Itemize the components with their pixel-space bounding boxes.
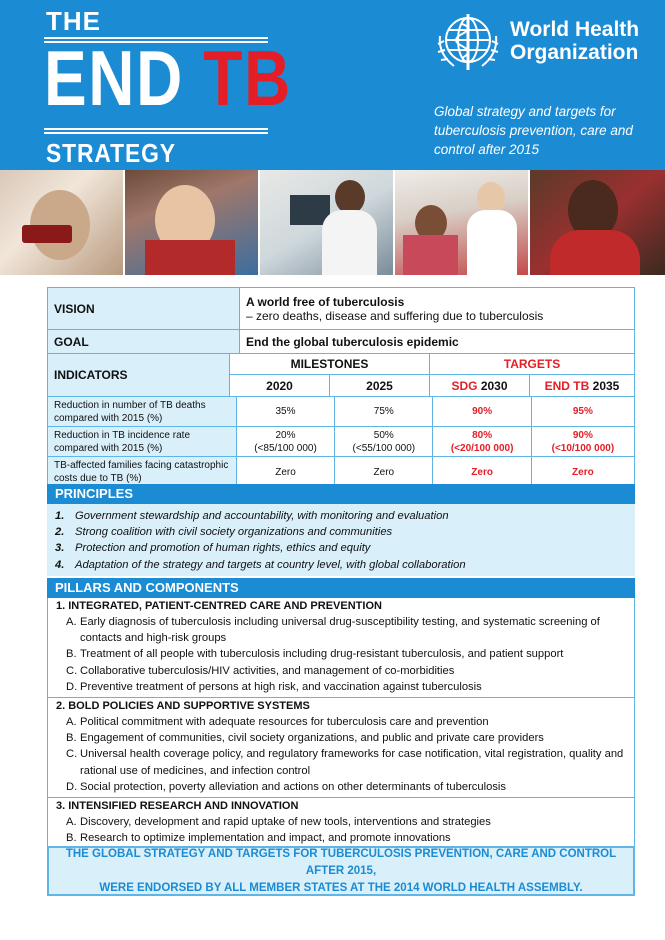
principle-number: 2. [55, 526, 65, 539]
component-text: Engagement of communities, civil society organizations, and public and private care providers [80, 732, 544, 745]
strategy-table [47, 287, 635, 488]
principle-text: Government stewardship and accountability, with monitoring and evaluation [75, 510, 449, 522]
component-item [56, 746, 634, 778]
component-item [56, 779, 634, 795]
value-2030: 90% [433, 397, 531, 426]
photo-lab-worker [260, 170, 395, 275]
component-letter: B. [66, 832, 77, 845]
component-item [56, 714, 634, 730]
value-2025: 75% [335, 397, 433, 426]
photo-figure [335, 180, 365, 214]
pillar-2 [48, 698, 634, 798]
pillar-3 [48, 798, 634, 848]
photo-lab-samples [0, 170, 125, 275]
component-item [56, 663, 634, 679]
pillar-title: 2. BOLD POLICIES AND SUPPORTIVE SYSTEMS [56, 700, 310, 713]
value-rate: (<55/100 000) [352, 442, 416, 454]
principle-item [55, 540, 635, 556]
component-letter: D. [66, 780, 78, 793]
component-letter: B. [66, 732, 77, 745]
principles-header: PRINCIPLES [47, 484, 635, 504]
value-rate: (<85/100 000) [254, 442, 317, 454]
value-pct: 90% [572, 429, 593, 441]
value-2035: Zero [572, 466, 594, 478]
photo-object [145, 240, 235, 275]
component-letter: C. [66, 748, 78, 761]
component-item [56, 830, 634, 846]
vision-text: – zero deaths, disease and suffering due to tuberculosis [246, 308, 544, 323]
principles-list [47, 504, 635, 576]
component-text: Political commitment with adequate resources for tuberculosis care and prevention [80, 716, 489, 729]
pillars-header: PILLARS AND COMPONENTS [47, 578, 635, 598]
component-text: Discovery, development and rapid uptake of new tools, interventions and strategies [80, 816, 491, 829]
component-text: Treatment of all people with tuberculosis including drug-resistant tuberculosis, and patient support [80, 648, 564, 661]
component-letter: A. [66, 716, 77, 729]
component-item [56, 646, 634, 662]
header-groups [230, 354, 634, 375]
indicators-headers [230, 354, 634, 396]
principle-text: Protection and promotion of human rights, ethics and equity [75, 542, 371, 555]
principle-item [55, 557, 635, 573]
component-item [56, 814, 634, 830]
title-strategy: STRATEGY [46, 138, 176, 168]
component-letter: A. [66, 616, 77, 628]
goal-value: End the global tuberculosis epidemic [246, 334, 459, 349]
photo-child [125, 170, 260, 275]
principle-text: Adaptation of the strategy and targets at country level, with global collaboration [75, 558, 466, 571]
value-rate: (<10/100 000) [551, 442, 615, 454]
indicator-row-costs [48, 457, 634, 487]
value-2020: 35% [237, 397, 335, 426]
component-text: Early diagnosis of tuberculosis including universal drug-susceptibility testing, and systematic screening of contacts and high-risk groups [80, 616, 600, 645]
milestones-header: MILESTONES [230, 354, 430, 374]
org-name-line2: Organization [510, 41, 639, 64]
principle-number: 3. [55, 542, 65, 555]
component-text: Collaborative tuberculosis/HIV activities, and management of co-morbidities [80, 664, 455, 677]
pillar-title: 3. INTENSIFIED RESEARCH AND INNOVATION [56, 800, 299, 813]
sdg-year: 2030 [480, 378, 508, 393]
endtb-prefix: END TB [544, 378, 590, 393]
value-pct: 20% [275, 429, 296, 441]
year-2035 [530, 375, 634, 396]
vision-label: VISION [48, 288, 240, 329]
indicators-label: INDICATORS [48, 354, 230, 396]
value-2025: Zero [335, 457, 433, 487]
photo-strip [0, 170, 665, 275]
endorsement-footer [47, 846, 635, 896]
photo-object [403, 235, 458, 275]
value-2020: Zero [237, 457, 335, 487]
photo-doctor-patient [395, 170, 530, 275]
value-2030: Zero [433, 457, 531, 487]
title-the: THE [46, 6, 101, 36]
subtitle: Global strategy and targets for tuberculosis prevention, care and control after 2015 [434, 104, 633, 157]
component-text: Social protection, poverty alleviation and actions on other determinants of tuberculosis [80, 780, 506, 793]
pillar-title: 1. INTEGRATED, PATIENT-CENTRED CARE AND PREVENTION [56, 600, 382, 612]
value-2035: 95% [572, 406, 593, 417]
value-pct: 80% [472, 429, 493, 441]
photo-woman [530, 170, 665, 275]
year-2025: 2025 [330, 375, 430, 396]
component-letter: A. [66, 816, 77, 829]
title-end-tb [44, 34, 292, 122]
org-name-line1: World Health [510, 18, 640, 41]
principle-text: Strong coalition with civil society organizations and communities [75, 526, 393, 539]
title-end: END [44, 34, 184, 122]
photo-object [22, 225, 72, 243]
principle-item [55, 524, 635, 540]
value-2025 [335, 427, 433, 456]
indicator-label: Reduction in number of TB deaths compared with 2015 (%) [48, 397, 237, 426]
component-text: Universal health coverage policy, and regulatory frameworks for case notification, vital registration, quality and rational use of medicines, and infection control [80, 748, 624, 777]
goal-row [48, 330, 634, 354]
component-text: Preventive treatment of persons at high risk, and vaccination against tuberculosis [80, 680, 482, 693]
targets-header: TARGETS [503, 357, 561, 371]
goal-label: GOAL [48, 330, 240, 353]
title-rule-bottom [44, 128, 268, 130]
photo-object [322, 210, 377, 275]
vision-value [240, 288, 634, 329]
footer-line2: WERE ENDORSED BY ALL MEMBER STATES AT THE 2014 WORLD HEALTH ASSEMBLY. [99, 881, 583, 894]
indicators-header-row [48, 354, 634, 397]
principle-item [55, 508, 635, 524]
component-text: Research to optimize implementation and impact, and promote innovations [80, 832, 451, 845]
year-2030 [430, 375, 530, 396]
indicator-row-deaths [48, 397, 634, 427]
endtb-year: 2035 [592, 378, 620, 393]
component-letter: D. [66, 680, 78, 693]
footer-line1: THE GLOBAL STRATEGY AND TARGETS FOR TUBERCULOSIS PREVENTION, CARE AND CONTROL AFTER 2015, [65, 847, 617, 877]
header-years [230, 375, 634, 396]
value-2030 [433, 427, 531, 456]
header-banner [0, 0, 665, 170]
pillars-list [47, 598, 635, 849]
who-wordmark [510, 18, 639, 64]
vision-title: A world free of tuberculosis [246, 294, 405, 309]
component-item [56, 679, 634, 695]
component-letter: B. [66, 648, 77, 661]
photo-object [550, 230, 640, 275]
component-item [56, 614, 634, 646]
photo-object [467, 210, 517, 275]
who-emblem-icon [432, 10, 504, 78]
vision-row [48, 288, 634, 330]
value-pct: 50% [373, 429, 394, 441]
principle-number: 4. [55, 558, 65, 571]
indicator-row-incidence [48, 427, 634, 457]
value-2020 [237, 427, 335, 456]
year-2020: 2020 [230, 375, 330, 396]
value-rate: (<20/100 000) [450, 442, 514, 454]
value-2035 [532, 427, 634, 456]
sdg-prefix: SDG [451, 378, 478, 393]
title-tb: TB [203, 34, 292, 122]
component-letter: C. [66, 664, 78, 677]
title-rule-bottom-2 [44, 132, 268, 134]
principle-number: 1. [55, 510, 65, 522]
component-item [56, 730, 634, 746]
indicator-label: Reduction in TB incidence rate compared with 2015 (%) [48, 427, 237, 456]
pillar-1 [48, 598, 634, 698]
indicator-label: TB-affected families facing catastrophic costs due to TB (%) [48, 457, 237, 487]
